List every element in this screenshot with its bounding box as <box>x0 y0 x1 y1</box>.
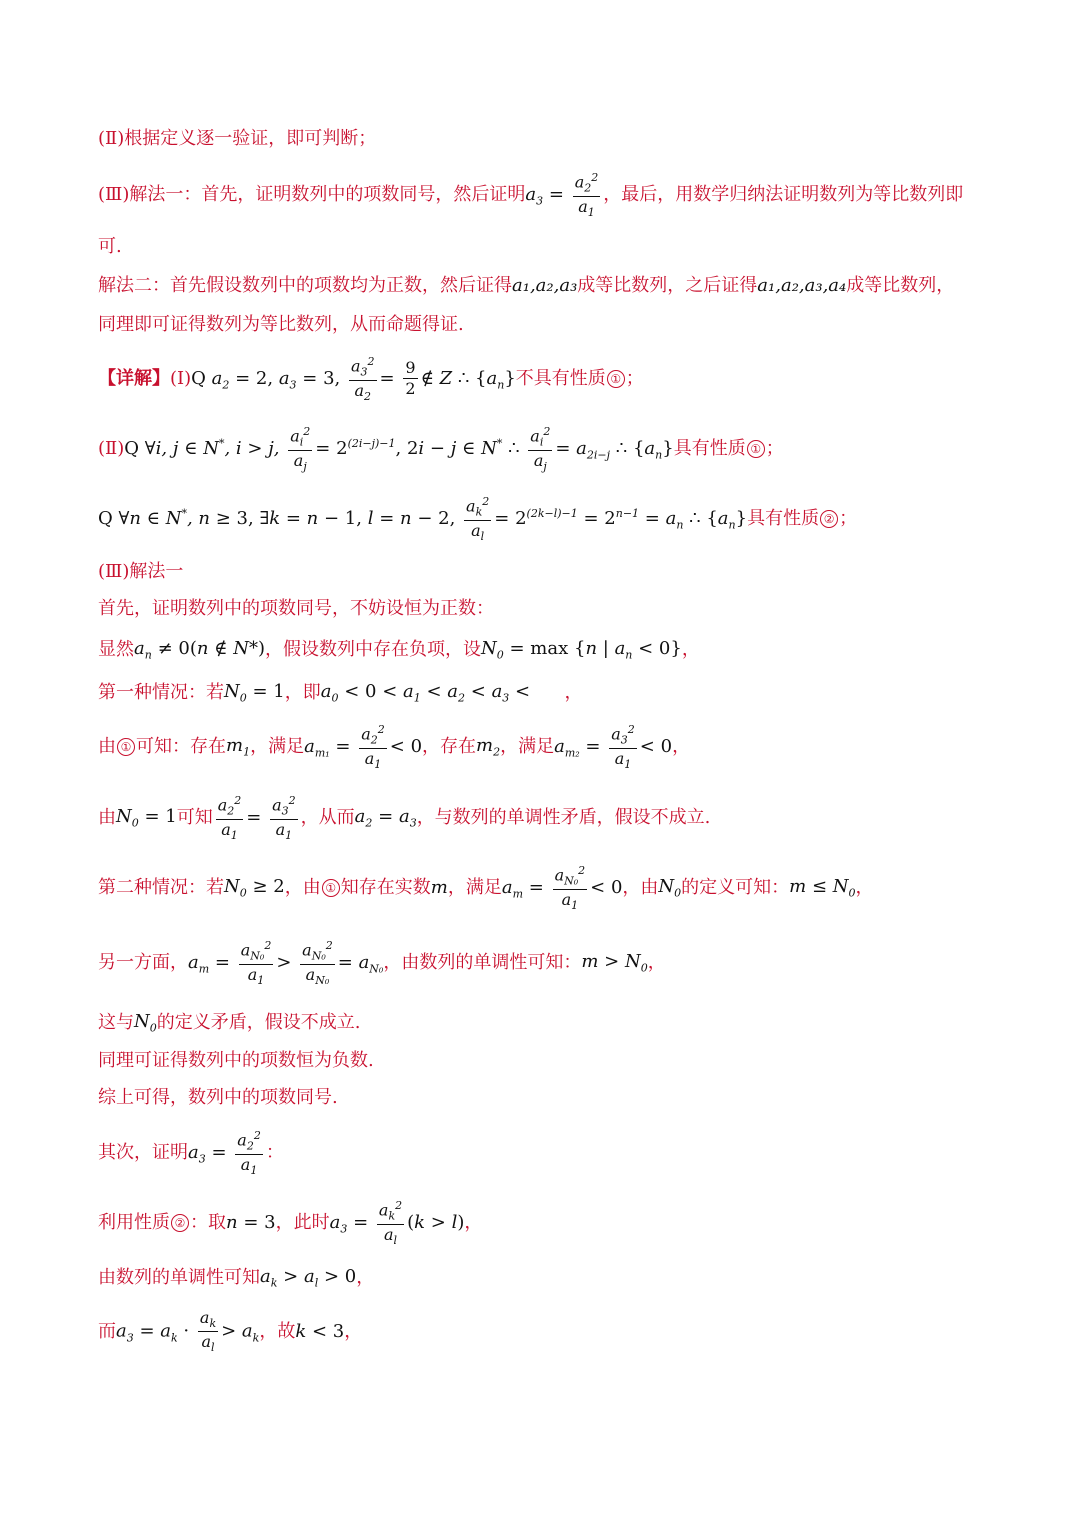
text-segment: ， <box>344 1320 363 1342</box>
text-segment: ，与数列的单调性矛盾，假设不成立. <box>416 806 711 828</box>
text-segment: 其次，证明 <box>98 1141 188 1163</box>
math-formula: $a_0 < 0 < a_1 < a_2 < a_3$ < <box>320 681 531 705</box>
text-segment: 第一种情况：若 <box>98 682 224 704</box>
math-formula: $a_{m_2}$ = $\frac{a_3^2}{a_1}$ < 0 <box>554 723 673 771</box>
text-segment: 由数列的单调性可知 <box>98 1267 260 1289</box>
text-line <box>98 940 984 986</box>
math-formula: a₁,a₂,a₃,a₄ <box>757 275 847 296</box>
text-segment: (Ⅰ) <box>170 367 192 389</box>
math-formula: n = 3 <box>226 1211 276 1233</box>
text-line <box>98 1200 984 1246</box>
text-segment: ， <box>356 1267 375 1289</box>
text-segment: ，由 <box>622 876 659 898</box>
text-segment: 成等比数列， <box>846 275 955 296</box>
math-formula: $N_0 = 1$ <box>116 805 177 830</box>
text-line <box>98 600 984 618</box>
math-formula: a₁,a₂,a₃ <box>512 275 578 296</box>
math-formula: $a_2 = a_3$ <box>354 805 417 830</box>
text-segment: 可知 <box>176 806 213 828</box>
text-line <box>98 1310 984 1353</box>
math-formula: $m \le N_0$ <box>789 875 856 900</box>
text-segment: (Ⅲ)解法一：首先，证明数列中的项数同号，然后证明 <box>98 183 526 205</box>
math-formula: $a_3$ = $\frac{a_2^2}{a_1}$ <box>188 1129 261 1177</box>
text-segment: 利用性质 <box>98 1211 170 1233</box>
text-line <box>98 563 984 581</box>
text-segment: ，满足 <box>447 876 502 898</box>
text-segment: 具有性质 <box>673 437 746 459</box>
text-segment: ，故 <box>259 1320 296 1342</box>
text-segment: ， <box>464 1211 483 1233</box>
text-segment: 而 <box>98 1320 116 1342</box>
text-line <box>98 130 984 148</box>
text-segment: ，最后，用数学归纳法证明数列为等比数列即 <box>603 183 964 205</box>
math-formula: $a_3 = a_k$ · $\frac{a_k}{a_l}$ > $a_k$ <box>116 1308 260 1355</box>
text-segment: ； <box>625 367 644 389</box>
text-line <box>98 172 984 218</box>
text-segment: 第二种情况：若 <box>98 876 224 898</box>
text-segment: ， <box>647 951 666 973</box>
text-segment: 解法二：首先假设数列中的项数均为正数，然后证得 <box>98 275 512 296</box>
text-line <box>98 1089 984 1107</box>
math-formula: $a_m$ = $\frac{a_{N_0}^2}{a_1}$ > $\frac{a_{N_0}^2}{a_{N_0}}$ = $a_{N_0}$ <box>188 939 384 987</box>
text-segment: 成等比数列，之后证得 <box>577 275 758 296</box>
text-segment: ， <box>672 735 691 757</box>
text-segment: 这与 <box>98 1012 134 1034</box>
math-formula: $N_0 \ge 2$ <box>224 875 285 900</box>
text-segment: 同理可证得数列中的项数恒为负数. <box>98 1050 374 1071</box>
text-segment: 同理即可证得数列为等比数列，从而命题得证. <box>98 314 464 335</box>
text-segment: ，满足 <box>500 735 555 757</box>
text-segment: 的定义可知： <box>681 876 790 898</box>
text-segment: (Ⅱ) <box>98 437 125 459</box>
math-formula: m <box>430 876 448 898</box>
text-line <box>98 1130 984 1176</box>
text-segment: ，假设数列中存在负项，设 <box>265 639 482 661</box>
math-formula: $m_2$ <box>476 734 501 759</box>
math-formula: $a_3$ = $\frac{a_k^2}{a_l}$ (k > l) <box>329 1199 465 1247</box>
math-formula: Q ∀n ∈ N*, n ≥ 3, ∃k = n − 1, l = n − 2, $\frac{a_k^2}{a_l}$ = $2^{(2k-l)-1} = 2^{n-1} = a_n$ ∴ $\{a_n\}$ <box>98 495 748 543</box>
section-label: 【详解】 <box>98 367 170 389</box>
text-segment: ，由数列的单调性可知： <box>383 951 582 973</box>
text-segment: ， <box>564 682 583 704</box>
text-segment: ； <box>765 437 784 459</box>
text-segment: 的定义矛盾，假设不成立. <box>156 1012 361 1034</box>
text-line <box>98 1268 984 1289</box>
text-segment: ，存在 <box>422 735 477 757</box>
text-segment: ，即 <box>284 682 321 704</box>
math-formula: $a_m$ = $\frac{a_{N_0}^2}{a_1}$ < 0 <box>501 864 623 912</box>
text-segment: 由 <box>98 735 116 757</box>
text-segment: ， <box>681 639 700 661</box>
text-segment: 另一方面， <box>98 951 188 973</box>
math-formula: $a_n \ne 0(n$ ∉ N*) <box>134 638 266 662</box>
text-line <box>98 724 984 770</box>
text-line <box>98 426 984 472</box>
math-formula: k < 3 <box>295 1320 345 1342</box>
text-segment: 综上可得，数列中的项数同号. <box>98 1087 338 1108</box>
text-line <box>98 795 984 841</box>
math-formula: $\frac{a_2^2}{a_1}$ = $\frac{a_3^2}{a_1}$ <box>217 794 296 842</box>
math-formula: $a_k > a_l > 0$ <box>260 1266 357 1290</box>
math-formula: Q ∀i, j ∈ N*, i > j, $\frac{a_i^2}{a_j}$ = $2^{(2i-j)-1}$, 2i − j ∈ N* ∴ $\frac{a_i^2}{a_j}$ = $a_{2i-j}$ ∴ $\{a_n\}$ <box>124 425 674 473</box>
text-line <box>98 316 984 334</box>
text-line <box>98 1013 984 1034</box>
circled-number: ② <box>171 1214 189 1232</box>
text-segment: ：取 <box>190 1211 226 1233</box>
text-segment: ： <box>265 1141 284 1163</box>
text-segment: 首先，证明数列中的项数同号，不妨设恒为正数： <box>98 598 494 619</box>
text-line <box>98 1052 984 1070</box>
text-line <box>98 683 984 704</box>
text-segment: ； <box>839 507 858 529</box>
math-formula: $N_0 = 1$ <box>224 681 285 705</box>
circled-number: ① <box>747 440 765 458</box>
text-segment: (Ⅲ)解法一 <box>98 561 184 582</box>
text-segment: ，由 <box>284 876 321 898</box>
math-formula: $N_0 = \max \{n$ | $a_n < 0$} <box>481 638 682 662</box>
text-segment: 知存在实数 <box>340 876 431 898</box>
text-segment: 显然 <box>98 639 134 661</box>
math-formula: $N_0$ <box>134 1011 157 1035</box>
math-formula: $N_0$ <box>658 875 682 900</box>
text-segment: 不具有性质 <box>515 367 606 389</box>
text-line <box>98 865 984 911</box>
circled-number: ① <box>117 738 135 756</box>
text-line <box>98 640 984 661</box>
text-line <box>98 238 984 256</box>
text-segment: ，从而 <box>300 806 355 828</box>
math-formula: $a_3$ = $\frac{a_2^2}{a_1}$ <box>525 171 599 219</box>
text-segment: 可. <box>98 236 122 257</box>
text-segment: 可知：存在 <box>136 735 226 757</box>
circled-number: ② <box>820 510 838 528</box>
math-formula: $m_1$ <box>226 734 251 759</box>
text-segment: 由 <box>98 806 116 828</box>
circled-number: ① <box>322 879 340 897</box>
circled-number: ① <box>607 370 625 388</box>
text-segment: (Ⅱ)根据定义逐一验证，即可判断； <box>98 128 377 149</box>
text-segment: 具有性质 <box>747 507 820 529</box>
text-line <box>98 356 984 402</box>
math-formula: $a_{m_1}$ = $\frac{a_2^2}{a_1}$ < 0 <box>304 723 423 771</box>
math-formula: Q $a_2 = 2$, $a_3 = 3$, $\frac{a_3^2}{a_2}$ = $\frac{9}{2}$ ∉ Z ∴ $\{a_n\}$ <box>191 355 516 403</box>
text-line <box>98 496 984 542</box>
text-segment: ，满足 <box>250 735 305 757</box>
text-segment: ，此时 <box>275 1211 330 1233</box>
text-line <box>98 277 984 295</box>
math-formula: $m > N_0$ <box>581 950 648 975</box>
text-segment: ， <box>855 876 874 898</box>
